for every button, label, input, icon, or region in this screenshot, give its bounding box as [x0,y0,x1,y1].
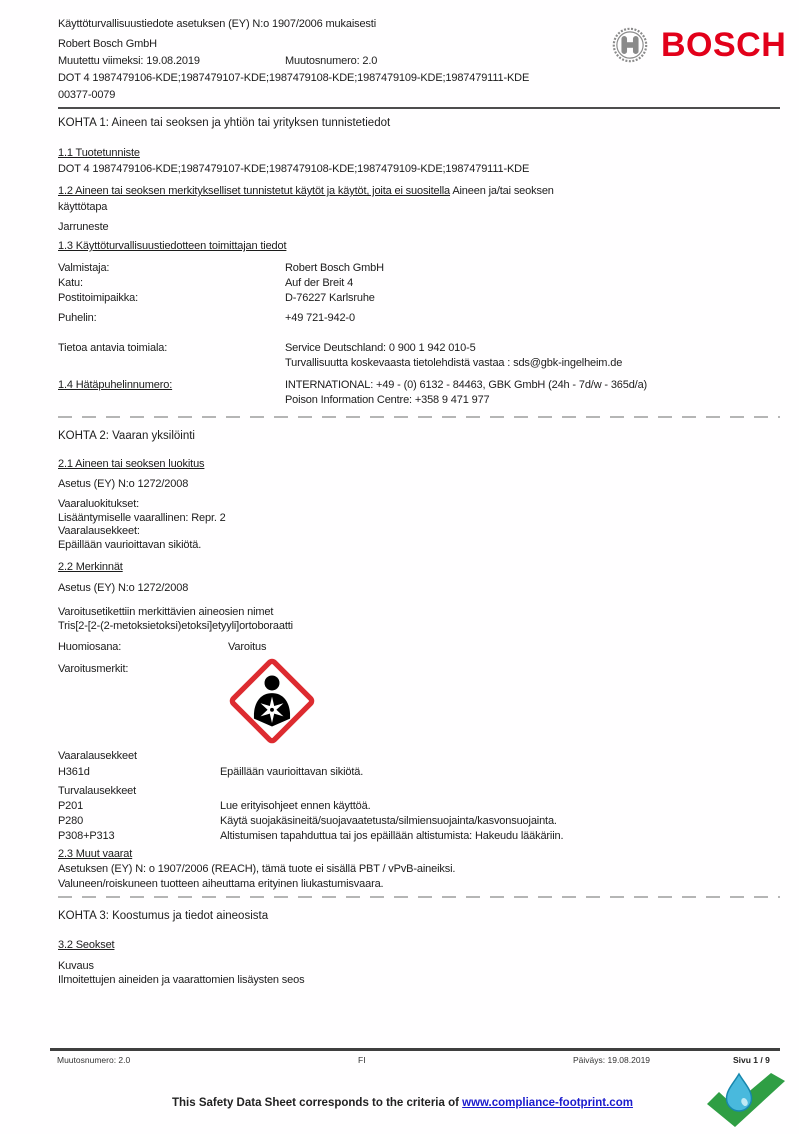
description-title: Kuvaus [58,960,94,972]
emergency-number-row [58,378,780,408]
p-text: Altistumisen tapahduttua tai jos epäillään altistumista: Hakeudu lääkäriin. [220,830,564,842]
supplier-details [58,261,780,326]
compliance-checkmark-icon [705,1071,787,1129]
section3-2-heading: 3.2 Seokset [58,939,115,951]
p-code: P308+P313 [58,830,115,842]
supplier-row-value: Robert Bosch GmbH [285,262,384,274]
footer-divider [50,1048,780,1051]
footer-date: Päiväys: 19.08.2019 [573,1055,651,1065]
section1-1-heading: 1.1 Tuotetunniste [58,147,140,159]
precautionary-row [58,814,780,829]
supplier-row [58,261,780,276]
ghs08-health-hazard-icon [228,657,316,745]
poison-centre-number: Poison Information Centre: +358 9 471 977 [285,394,490,406]
hazard-statement-value: Epäillään vaurioittavan sikiötä. [58,538,202,551]
section2-heading: KOHTA 2: Vaaran yksilöinti [58,430,195,442]
modified-date: Muutettu viimeksi: 19.08.2019 [58,55,200,67]
label-components-block [58,606,780,633]
phone-value: +49 721-942-0 [285,312,355,324]
phone-row [58,311,780,326]
section1-3-heading: 1.3 Käyttöturvallisuustiedotteen toimittajan tiedot [58,240,287,252]
label-components-title: Varoitusetikettiin merkittävien aineosien nimet [58,606,274,618]
signal-word-row [58,641,780,653]
product-identifier: DOT 4 1987479106-KDE;1987479107-KDE;1987479108-KDE;1987479109-KDE;1987479111-KDE [58,163,530,175]
company-name: Robert Bosch GmbH [58,38,157,50]
signal-word-value: Varoitus [228,641,267,653]
precautionary-block [58,799,780,844]
compliance-text: This Safety Data Sheet corresponds to the criteria of [172,1097,463,1109]
supplier-row [58,291,780,306]
description-text: Ilmoitettujen aineiden ja vaarattomien lisäysten seos [58,974,305,986]
h-text: Epäillään vaurioittavan sikiötä. [220,766,364,778]
section-divider-dashed [58,416,780,418]
h-code: H361d [58,766,90,778]
safety-contact-email-line: Turvallisuutta koskevaasta tietolehdistä vastaa : sds@gbk-ingelheim.de [285,357,623,369]
section1-2-heading: 1.2 Aineen tai seoksen merkitykselliset tunnistetut käytöt ja käytöt, joita ei suositella [58,185,451,197]
label-components-value: Tris[2-[2-(2-metoksietoksi)etoksi]etyyli]ortoboraatti [58,619,293,632]
signal-word-label: Huomiosana: [58,641,122,653]
pictogram-row [58,663,780,745]
section3-heading: KOHTA 3: Koostumus ja tiedot aineosista [58,910,269,922]
precautionary-row [58,799,780,814]
compliance-footprint-link[interactable]: www.compliance-footprint.com [462,1097,633,1109]
hazard-statement-row [58,766,780,779]
document-number: 00377-0079 [58,89,116,101]
footer-change-number: Muutosnumero: 2.0 [57,1055,131,1065]
hazard-class-value: Lisääntymiselle vaarallinen: Repr. 2 [58,511,226,524]
header-divider [58,107,780,109]
identified-use: Jarruneste [58,221,109,233]
section2-2-heading: 2.2 Merkinnät [58,561,123,573]
hazard-statement-title: Vaaralausekkeet: [58,525,140,537]
classification-block [58,498,780,552]
supplier-row [58,276,780,291]
bosch-wordmark: BOSCH [661,26,787,64]
change-number: Muutosnumero: 2.0 [285,55,378,67]
product-codes: DOT 4 1987479106-KDE;1987479107-KDE;1987479108-KDE;1987479109-KDE;1987479111-KDE [58,72,530,84]
emergency-number-international: INTERNATIONAL: +49 - (0) 6132 - 84463, GBK GmbH (24h - 7d/w - 365d/a) [285,379,648,391]
regulation-reference: Asetus (EY) N:o 1272/2008 [58,478,189,490]
precautionary-title: Turvalausekkeet [58,785,137,797]
supplier-row-value: D-76227 Karlsruhe [285,292,375,304]
section1-4-heading: 1.4 Hätäpuhelinnumero: [58,379,173,391]
section1-2-suffix2: käyttötapa [58,201,108,213]
p-text: Lue erityisohjeet ennen käyttöä. [220,800,371,812]
info-sector-row [58,341,780,371]
section1-heading: KOHTA 1: Aineen tai seoksen ja yhtiön tai yrityksen tunnistetiedot [58,117,391,129]
p-code: P201 [58,800,84,812]
precautionary-row [58,829,780,844]
pictogram-label: Varoitusmerkit: [58,663,129,675]
supplier-row-value: Auf der Breit 4 [285,277,354,289]
compliance-statement [172,1097,633,1109]
p-text: Käytä suojakäsineitä/suojavaatetusta/silmiensuojainta/kasvonsuojainta. [220,815,557,827]
section-divider-dashed [58,896,780,898]
document-title: Käyttöturvallisuustiedote asetuksen (EY) N:o 1907/2006 mukaisesti [58,18,376,30]
other-hazards-line2: Valuneen/roiskuneen tuotteen aiheuttama erityinen liukastumisvaara. [58,878,384,890]
section1-2-suffix: Aineen ja/tai seoksen [450,185,554,197]
supplier-row-label: Postitoimipaikka: [58,292,138,304]
service-phone: Service Deutschland: 0 900 1 942 010-5 [285,342,476,354]
info-sector-label: Tietoa antavia toimiala: [58,342,168,354]
footer-page-number: Sivu 1 / 9 [733,1055,770,1065]
section2-3-heading: 2.3 Muut vaarat [58,848,133,860]
section2-1-heading: 2.1 Aineen tai seoksen luokitus [58,458,205,470]
supplier-row-label: Valmistaja: [58,262,110,274]
footer-language: FI [358,1055,366,1065]
supplier-row-label: Katu: [58,277,83,289]
hazard-statements-title: Vaaralausekkeet [58,750,137,762]
section1-2-paragraph [58,183,780,215]
p-code: P280 [58,815,84,827]
phone-label: Puhelin: [58,312,97,324]
hazard-class-title: Vaaraluokitukset: [58,498,140,510]
revision-meta-row [58,55,780,68]
regulation-reference: Asetus (EY) N:o 1272/2008 [58,582,189,594]
other-hazards-line1: Asetuksen (EY) N: o 1907/2006 (REACH), tämä tuote ei sisällä PBT / vPvB-aineiksi. [58,863,456,875]
